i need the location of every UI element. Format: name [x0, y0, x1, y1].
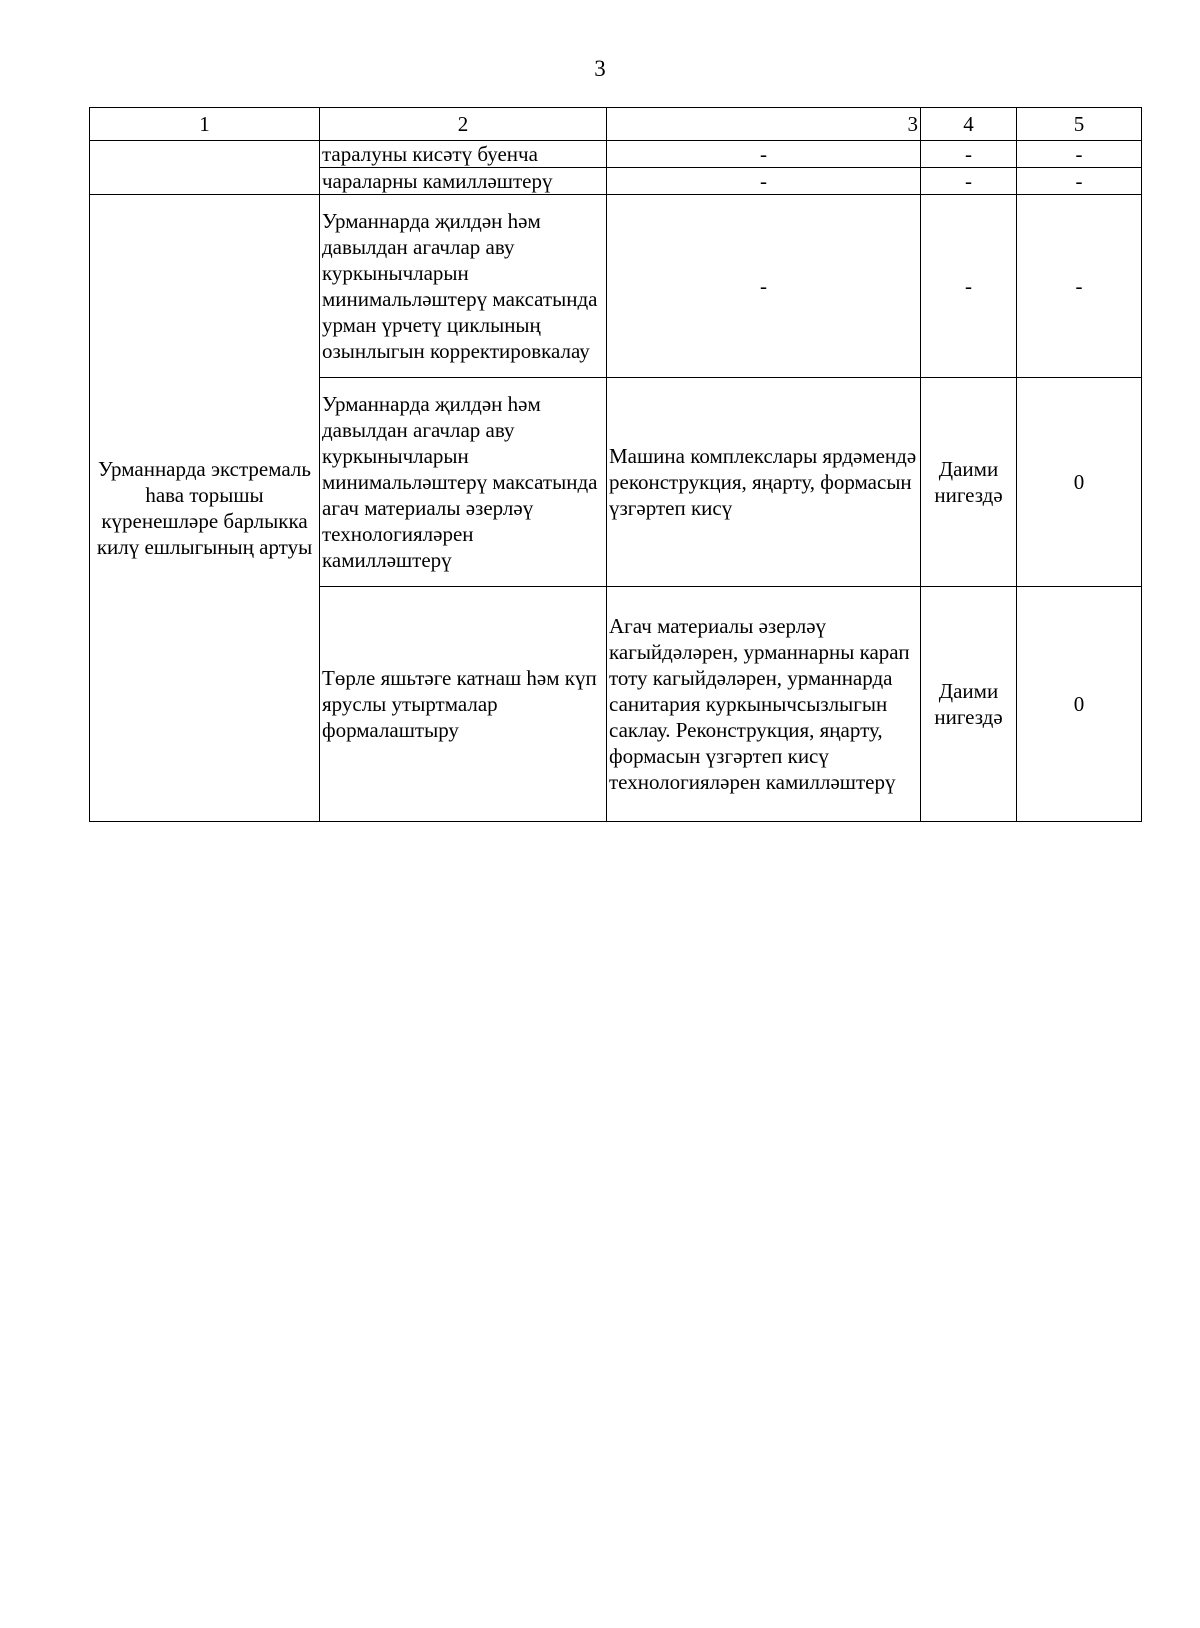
cell-period: Даими нигездә — [921, 587, 1017, 822]
data-table — [89, 107, 1142, 822]
cell-risk — [90, 141, 320, 195]
table-row — [90, 141, 1142, 168]
page-number: 3 — [594, 56, 606, 81]
cell-period: - — [921, 195, 1017, 378]
header-cell-1: 1 — [90, 108, 320, 141]
cell-cost: - — [1017, 141, 1142, 168]
cell-measure: чараларны камилләштерү — [320, 168, 607, 195]
cell-risk: Урманнарда экстремаль һава торышы күренешләре барлыкка килү ешлыгының артуы — [90, 195, 320, 822]
cell-measure: Урманнарда җилдән һәм давылдан агачлар аву куркынычларын минимальләштерү максатында урман үрчетү циклының озынлыгын корректировкалау — [320, 195, 607, 378]
cell-measure: таралуны кисәтү буенча — [320, 141, 607, 168]
header-cell-3: 3 — [607, 108, 921, 141]
cell-measure: Төрле яшьтәге катнаш һәм күп яруслы утыртмалар формалаштыру — [320, 587, 607, 822]
cell-activity: - — [607, 195, 921, 378]
cell-period: - — [921, 141, 1017, 168]
cell-activity: - — [607, 141, 921, 168]
header-cell-4: 4 — [921, 108, 1017, 141]
cell-cost: 0 — [1017, 587, 1142, 822]
cell-cost: - — [1017, 168, 1142, 195]
cell-activity: Агач материалы әзерләү кагыйдәләрен, урманнарны карап тоту кагыйдәләрен, урманнарда санитария куркынычсызлыгын саклау. Реконструкция, яңарту, формасын үзгәртеп кисү технологияләрен камилләштерү — [607, 587, 921, 822]
header-cell-5: 5 — [1017, 108, 1142, 141]
cell-period: - — [921, 168, 1017, 195]
cell-period: Даими нигездә — [921, 378, 1017, 587]
cell-activity: - — [607, 168, 921, 195]
cell-activity: Машина комплекслары ярдәмендә реконструкция, яңарту, формасын үзгәртеп кисү — [607, 378, 921, 587]
cell-cost: - — [1017, 195, 1142, 378]
cell-measure: Урманнарда җилдән һәм давылдан агачлар аву куркынычларын минимальләштерү максатында агач материалы әзерләү технологияләрен камилләштерү — [320, 378, 607, 587]
cell-cost: 0 — [1017, 378, 1142, 587]
header-cell-2: 2 — [320, 108, 607, 141]
table-header-row — [90, 108, 1142, 141]
table-row — [90, 195, 1142, 378]
